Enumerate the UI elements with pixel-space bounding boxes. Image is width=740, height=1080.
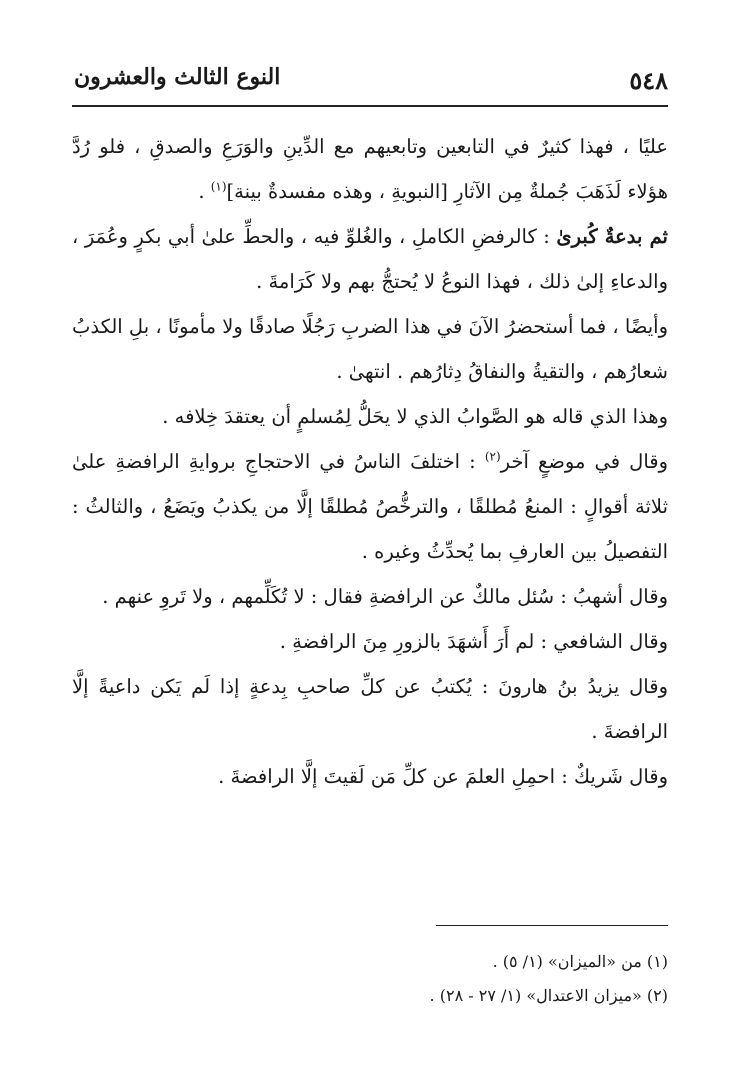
footnote-marker: (٢)	[484, 449, 501, 464]
footnote-1: (١) من «الميزان» (١/ ٥) .	[492, 952, 668, 971]
paragraph-text: وقال الشافعي : لم أَرَ أَشهَدَ بالزورِ مِنَ الرافضةِ .	[279, 630, 668, 653]
paragraph-5	[72, 439, 668, 574]
paragraph-6	[72, 574, 668, 619]
header-divider	[72, 105, 668, 107]
paragraph-text: وقال في موضعٍ آخر	[500, 450, 668, 473]
paragraph-text: عليًا ، فهذا كثيرٌ في التابعين وتابعيهم مع الدِّينِ والوَرَعِ والصدقِ ، فلو رُدَّ هؤلاء لَذَهَبَ جُملةٌ مِن الآثارِ [النبويةِ ، وهذه مفسدةٌ بينة]	[72, 135, 668, 203]
paragraph-text: : كالرفضِ الكاملِ ، والغُلوِّ فيه ، والحطِّ علىٰ أبي بكرٍ وعُمَرَ ، والدعاءِ إلىٰ ذلك ، فهذا النوعُ لا يُحتجُّ بهم ولا كَرَامةَ .	[72, 225, 668, 293]
footnote-marker: (١)	[210, 179, 227, 194]
paragraph-text: وقال أشهبُ : سُئل مالكٌ عن الرافضةِ فقال : لا تُكَلِّمهم ، ولا تَروِ عنهم .	[102, 585, 668, 608]
footnotes	[72, 945, 668, 1013]
paragraph-text: وقال شَريكٌ : احمِلِ العلمَ عن كلِّ مَن لَقيتَ إلَّا الرافضةَ .	[218, 765, 668, 788]
paragraph-lead: ثم بدعةٌ كُبرىٰ	[556, 225, 668, 248]
paragraph-8	[72, 664, 668, 754]
paragraph-text: وقال يزيدُ بنُ هارونَ : يُكتبُ عن كلِّ صاحبِ بِدعةٍ إذا لَم يَكن داعيةً إلَّا الرافضةَ .	[72, 675, 668, 743]
paragraph-text: وهذا الذي قاله هو الصَّوابُ الذي لا يحَلُّ لِمُسلمٍ أن يعتقدَ خِلافه .	[162, 405, 668, 428]
page-number: ٥٤٨	[629, 66, 668, 95]
paragraph-4	[72, 394, 668, 439]
footnote-divider	[436, 925, 668, 926]
paragraph-tail: .	[198, 180, 211, 203]
paragraph-text: وأيضًا ، فما أستحضرُ الآنَ في هذا الضربِ رَجُلًا صادقًا ولا مأمونًا ، بلِ الكذبُ شعارُهم ، والتقيةُ والنفاقُ دِثارُهم . انتهىٰ .	[72, 315, 668, 383]
paragraph-1	[72, 124, 668, 214]
page-header	[72, 60, 668, 100]
paragraph-2	[72, 214, 668, 304]
footnote-2: (٢) «ميزان الاعتدال» (١/ ٢٧ - ٢٨) .	[429, 986, 668, 1005]
main-text	[72, 124, 668, 799]
paragraph-7	[72, 619, 668, 664]
paragraph-3	[72, 304, 668, 394]
running-title: النوع الثالث والعشرون	[74, 64, 281, 90]
paragraph-9	[72, 754, 668, 799]
paragraph-tail: : اختلفَ الناسُ في الاحتجاجِ بروايةِ الرافضةِ علىٰ ثلاثة أقوالٍ : المنعُ مُطلقًا ، والترخُّصُ مُطلقًا إلَّا من يكذبُ ويَضَعُ ، والثالثُ : التفصيلُ بين العارفِ بما يُحدِّثُ وغيره .	[72, 450, 668, 563]
